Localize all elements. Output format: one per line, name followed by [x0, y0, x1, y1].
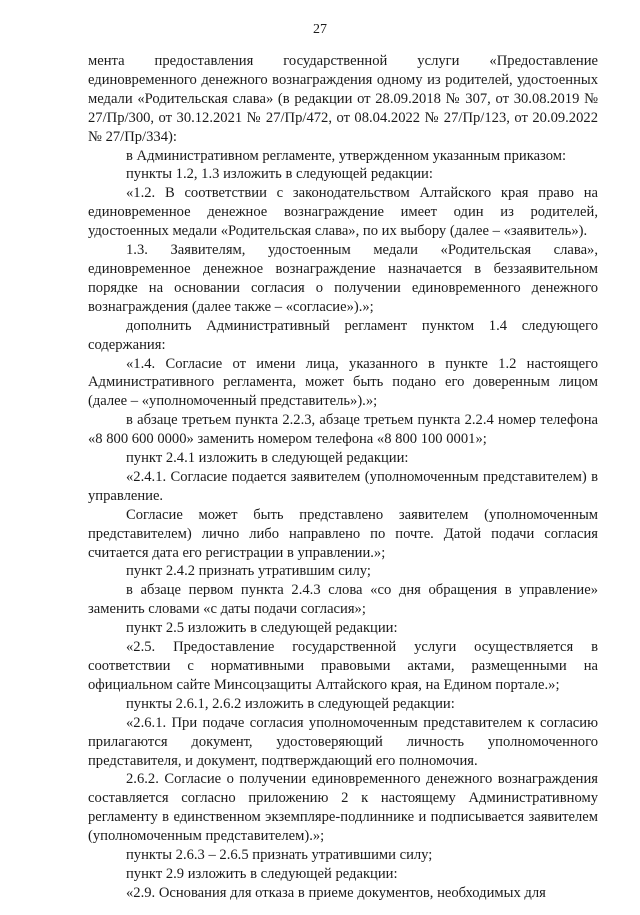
paragraph: мента предоставления государственной услуги «Предоставление единовременного денежного вознаграждения одному из родителей, удостоенных медали «Родительская слава» (в редакции от 28.09.2018 № 307, от 30.08.2019 № 27/Пр/300, от 30.12.2021 № 27/Пр/472, от 08.04.2022 № 27/Пр/123, от 20.09.2022 № 27/Пр/334): — [88, 53, 598, 145]
paragraph: пункты 2.6.1, 2.6.2 изложить в следующей редакции: — [126, 695, 455, 712]
document-body — [88, 52, 598, 903]
paragraph: пункт 2.4.1 изложить в следующей редакции: — [126, 450, 409, 467]
paragraph: «2.4.1. Согласие подается заявителем (уполномоченным представителем) в управление. — [88, 468, 598, 504]
paragraph: 1.3. Заявителям, удостоенным медали «Родительская слава», единовременное денежное вознаграждение назначается в беззаявительном порядке на основании согласия о получении единовременного денежного вознаграждения (далее также – «согласие»).»; — [88, 242, 598, 315]
paragraph: дополнить Административный регламент пунктом 1.4 следующего содержания: — [88, 317, 598, 353]
paragraph: пункты 1.2, 1.3 изложить в следующей редакции: — [126, 166, 433, 183]
paragraph: пункт 2.4.2 признать утратившим силу; — [126, 563, 371, 580]
paragraph: 2.6.2. Согласие о получении единовременного денежного вознаграждения составляется согласно приложению 2 к настоящему Административному регламенту в единственном экземпляре-подлиннике и подписывается заявителем (уполномоченным представителем).»; — [88, 771, 598, 845]
paragraph: «1.4. Согласие от имени лица, указанного в пункте 1.2 настоящего Административного регламента, может быть подано его доверенным лицом (далее – «уполномоченный представитель»).»; — [88, 355, 598, 410]
paragraph: пункты 2.6.3 – 2.6.5 признать утратившими силу; — [126, 847, 433, 864]
paragraph: «2.5. Предоставление государственной услуги осуществляется в соответствии с нормативными правовыми актами, размещенными на официальном сайте Минсоцзащиты Алтайского края, на Едином портале.»; — [88, 639, 598, 693]
paragraph: пункт 2.9 изложить в следующей редакции: — [126, 865, 398, 882]
paragraph: в абзаце первом пункта 2.4.3 слова «со дня обращения в управление» заменить словами «с даты подачи согласия»; — [88, 582, 598, 618]
paragraph: Согласие может быть представлено заявителем (уполномоченным представителем) лично либо направлено по почте. Датой подачи согласия считается дата его регистрации в управлении.»; — [88, 506, 598, 561]
page-number: 27 — [313, 22, 327, 37]
paragraph: в Административном регламенте, утвержденном указанным приказом: — [126, 147, 567, 164]
paragraph: «2.6.1. При подаче согласия уполномоченным представителем к согласию прилагаются документ, удостоверяющий личность уполномоченного представителя, и документ, подтверждающий его полномочия. — [88, 714, 598, 769]
paragraph: «2.9. Основания для отказа в приеме документов, необходимых для — [126, 884, 546, 901]
paragraph: в абзаце третьем пункта 2.2.3, абзаце третьем пункта 2.2.4 номер телефона «8 800 600 0000» заменить номером телефона «8 800 100 0001»; — [88, 412, 598, 448]
paragraph: «1.2. В соответствии с законодательством Алтайского края право на единовременное денежное вознаграждение имеет один из родителей, удостоенных медали «Родительская слава», по их выбору (далее – «заявитель»). — [88, 185, 598, 240]
paragraph: пункт 2.5 изложить в следующей редакции: — [126, 620, 398, 637]
